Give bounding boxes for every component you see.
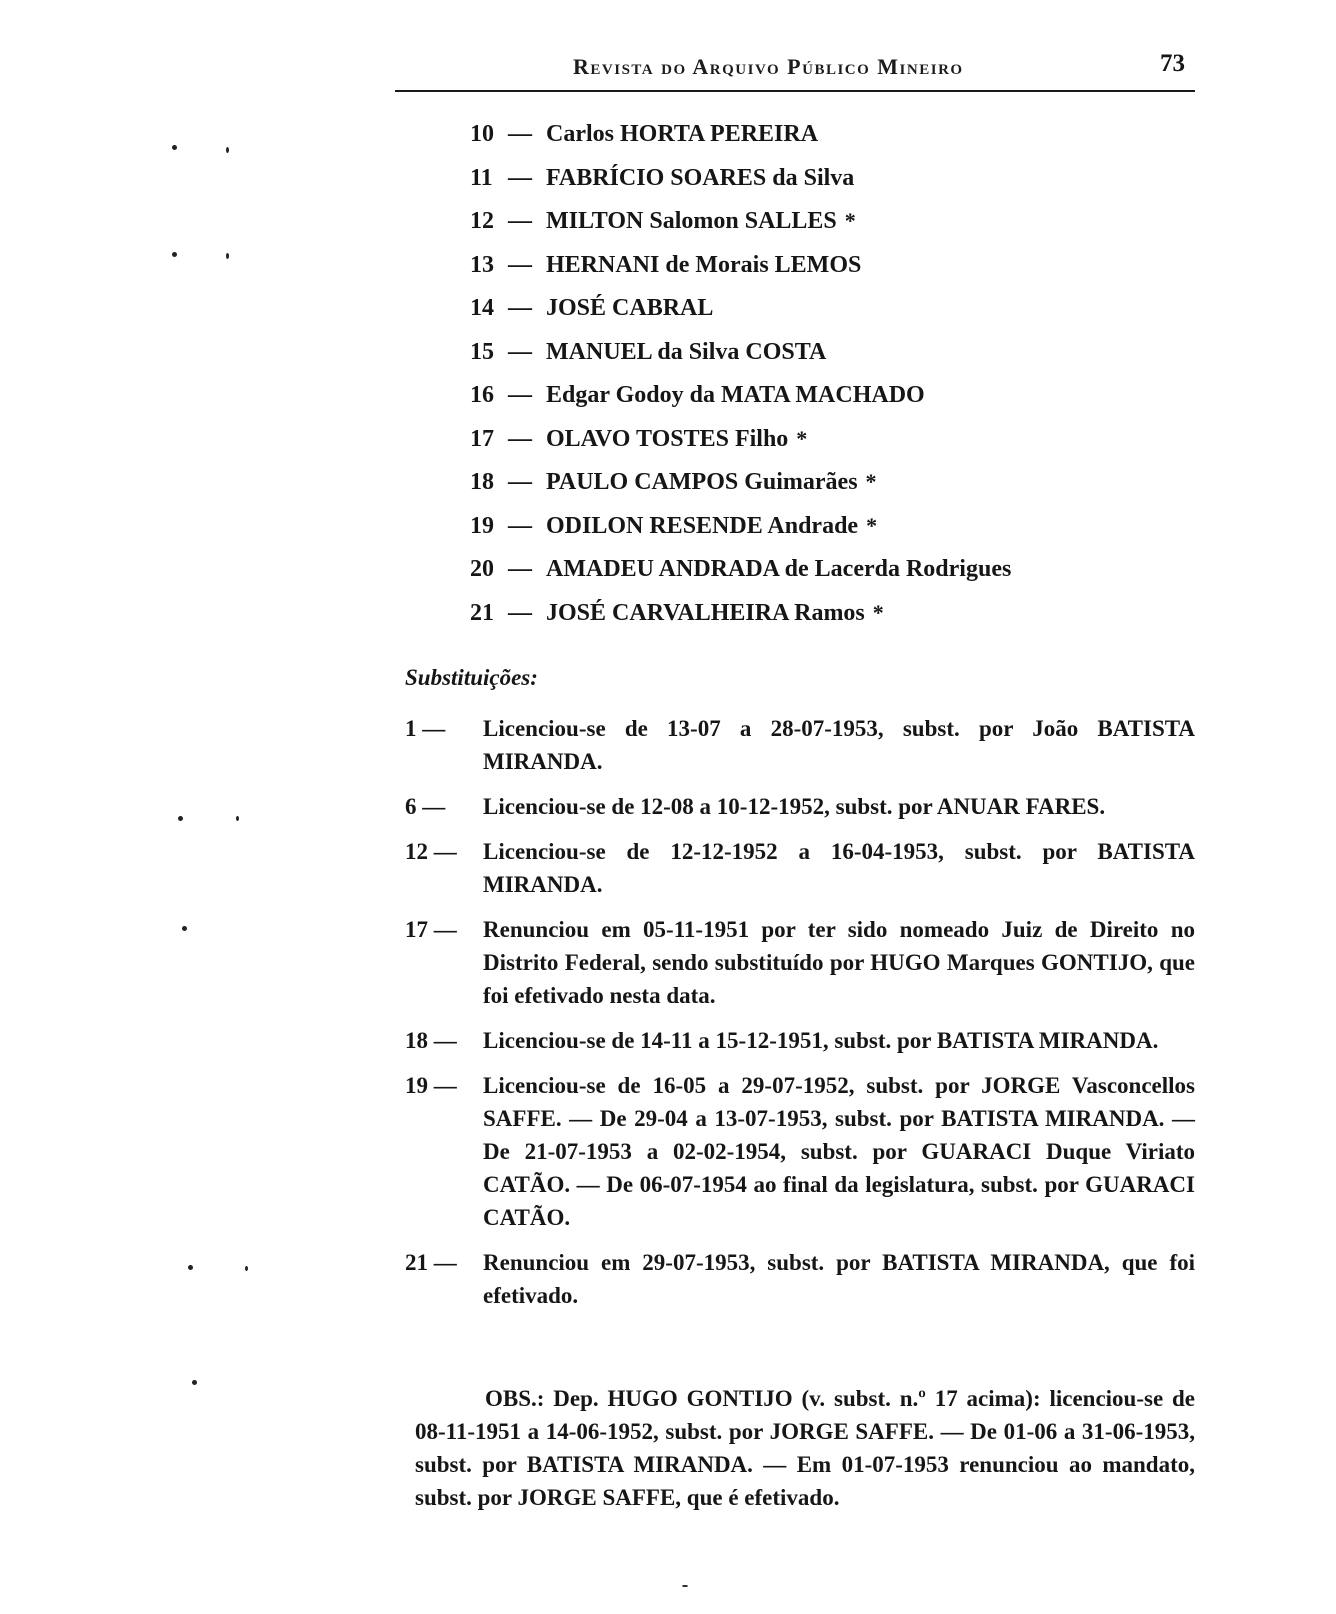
member-number: 21 — [470, 599, 494, 626]
member-name: JOSÉ CARVALHEIRA Ramos — [546, 599, 865, 626]
member-number: 17 — [470, 425, 494, 452]
member-number: 18 — [470, 469, 494, 495]
substitution-number: 1 — — [405, 716, 446, 741]
member-number: 11 — [470, 164, 493, 191]
list-item — [405, 1069, 1195, 1234]
list-item: 21 — JOSÉ CARVALHEIRA Ramos * — [470, 597, 1130, 641]
substitution-number: 21 — — [405, 1250, 457, 1275]
margin-speck — [226, 253, 229, 259]
list-item: 19 — ODILON RESENDE Andrade * — [470, 510, 1130, 554]
list-item: 12 — MILTON Salomon SALLES * — [470, 205, 1130, 249]
member-number: 19 — [470, 512, 494, 539]
substitution-text: Licenciou-se de 12-12-1952 a 16-04-1953, subst. por BATISTA MIRANDA. — [483, 839, 1195, 897]
list-item: 13 — HERNANI de Morais LEMOS — [470, 249, 1130, 293]
member-name: JOSÉ CABRAL — [546, 295, 714, 321]
substitutions-heading: Substituições: — [405, 665, 538, 690]
margin-speck — [172, 252, 177, 257]
list-item — [405, 790, 1195, 823]
list-item: 20 — AMADEU ANDRADA de Lacerda Rodrigues — [470, 553, 1130, 597]
substitution-text: Renunciou em 05-11-1951 por ter sido nomeado Juiz de Direito no Distrito Federal, sendo substituído por HUGO Marques GONTIJO, que foi efetivado nesta data. — [483, 917, 1195, 1008]
substitutions-list — [405, 712, 1195, 1324]
asterisk-mark: * — [872, 599, 884, 625]
member-name: AMADEU ANDRADA de Lacerda Rodrigues — [546, 556, 1012, 582]
member-number: 12 — [470, 208, 494, 234]
list-item — [405, 712, 1195, 778]
substitution-text: Licenciou-se de 12-08 a 10-12-1952, subst. por ANUAR FARES. — [483, 794, 1106, 819]
member-name: MANUEL da Silva COSTA — [546, 338, 827, 365]
margin-speck — [236, 816, 239, 821]
member-number: 15 — [470, 338, 494, 365]
asterisk-mark: * — [844, 208, 856, 233]
list-item — [405, 1246, 1195, 1312]
list-item — [405, 1024, 1195, 1057]
asterisk-mark: * — [865, 469, 877, 494]
member-name: HERNANI de Morais LEMOS — [546, 251, 862, 278]
margin-speck — [192, 1380, 197, 1385]
member-number: 14 — [470, 295, 494, 321]
running-title: Revista do Arquivo Público Mineiro — [573, 54, 964, 79]
margin-speck — [178, 816, 183, 821]
list-item: 14 — JOSÉ CABRAL — [470, 292, 1130, 336]
member-name: Carlos HORTA PEREIRA — [546, 121, 819, 147]
member-name: OLAVO TOSTES Filho — [546, 425, 789, 452]
observation-paragraph: OBS.: Dep. HUGO GONTIJO (v. subst. n.º 17 acima): licenciou-se de 08-11-1951 a 14-06-1952, subst. por JORGE SAFFE. — De 01-06 a 31-06-1953, subst. por BATISTA MIRANDA. — Em 01-07-1953 renunciou ao mandato, subst. por JORGE SAFFE, que é efetivado. — [415, 1386, 1195, 1510]
margin-speck — [172, 145, 177, 150]
asterisk-mark: * — [796, 425, 808, 451]
substitution-text: Licenciou-se de 13-07 a 28-07-1953, subst. por João BATISTA MIRANDA. — [483, 716, 1195, 774]
margin-speck — [188, 1265, 193, 1270]
list-item: 18 — PAULO CAMPOS Guimarães * — [470, 466, 1130, 510]
member-number: 13 — [470, 251, 494, 278]
page-number: 73 — [1160, 50, 1185, 77]
page-header — [395, 44, 1195, 96]
member-name: ODILON RESENDE Andrade — [546, 512, 859, 539]
substitution-number: 6 — — [405, 794, 446, 819]
list-item: 17 — OLAVO TOSTES Filho * — [470, 423, 1130, 467]
member-number: 20 — [470, 556, 494, 582]
member-list — [470, 118, 1130, 640]
margin-speck — [245, 1266, 248, 1271]
member-name: Edgar Godoy da MATA MACHADO — [546, 382, 925, 408]
list-item: 16 — Edgar Godoy da MATA MACHADO — [470, 379, 1130, 423]
list-item — [405, 835, 1195, 901]
asterisk-mark: * — [866, 512, 878, 538]
substitution-number: 17 — — [405, 917, 457, 942]
margin-speck — [682, 1585, 688, 1587]
list-item — [405, 913, 1195, 1012]
member-name: PAULO CAMPOS Guimarães — [546, 469, 858, 495]
substitution-text: Renunciou em 29-07-1953, subst. por BATISTA MIRANDA, que foi efetivado. — [483, 1250, 1195, 1308]
substitution-text: Licenciou-se de 16-05 a 29-07-1952, subst. por JORGE Vasconcellos SAFFE. — De 29-04 a 13-07-1953, subst. por BATISTA MIRANDA. — De 21-07-1953 a 02-02-1954, subst. por GUARACI Duque Viriato CATÃO. — De 06-07-1954 ao final da legislatura, subst. por GUARACI CATÃO. — [483, 1073, 1195, 1230]
margin-speck — [182, 926, 187, 931]
substitution-number: 19 — — [405, 1073, 457, 1098]
member-number: 16 — [470, 382, 494, 408]
member-number: 10 — [470, 121, 494, 147]
list-item: 11 — FABRÍCIO SOARES da Silva — [470, 162, 1130, 206]
member-name: FABRÍCIO SOARES da Silva — [546, 164, 855, 191]
member-name: MILTON Salomon SALLES — [546, 208, 837, 234]
list-item: 15 — MANUEL da Silva COSTA — [470, 336, 1130, 380]
substitution-number: 18 — — [405, 1028, 457, 1053]
header-rule — [395, 90, 1195, 92]
list-item: 10 — Carlos HORTA PEREIRA — [470, 118, 1130, 162]
substitution-text: Licenciou-se de 14-11 a 15-12-1951, subst. por BATISTA MIRANDA. — [483, 1028, 1159, 1053]
substitution-number: 12 — — [405, 839, 457, 864]
margin-speck — [226, 147, 229, 153]
